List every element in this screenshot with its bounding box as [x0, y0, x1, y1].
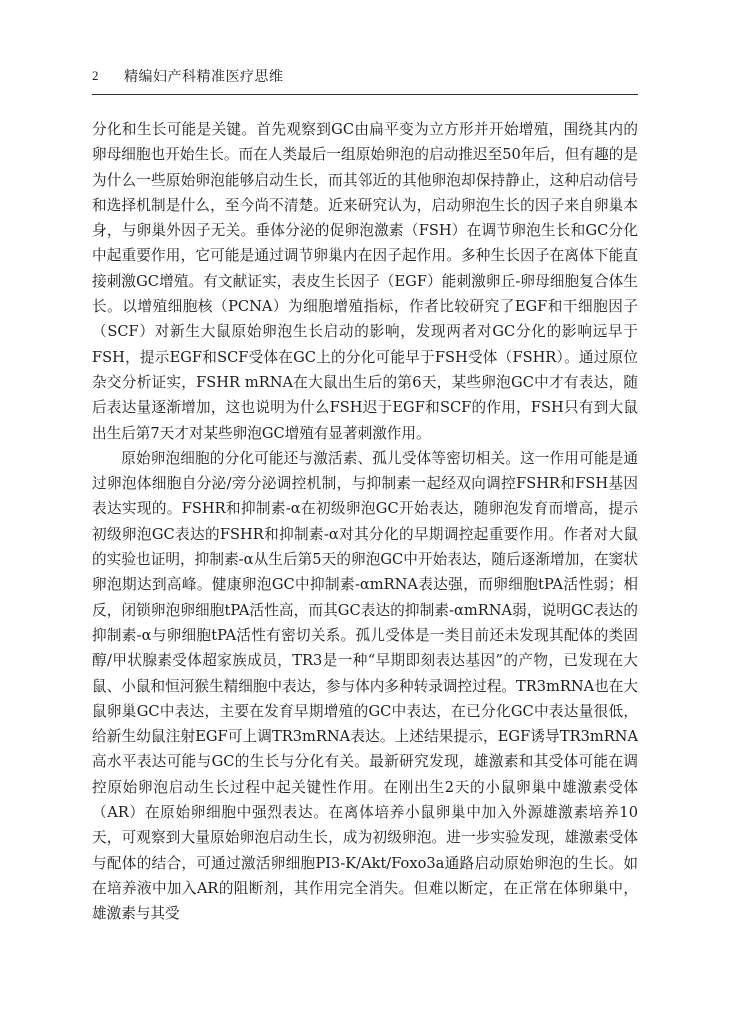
body-text	[92, 117, 638, 927]
header-rule	[92, 94, 638, 95]
page-number: 2	[92, 68, 99, 83]
paragraph-primordial-follicle: 原始卵泡细胞的分化可能还与激活素、孤儿受体等密切相关。这一作用可能是通过卵泡体细胞自分泌/旁分泌调控机制，与抑制素一起经双向调控FSHR和FSH基因表达实现的。FSHR和抑制素-α在初级卵泡GC开始表达，随卵泡发育而增高，提示初级卵泡GC表达的FSHR和抑制素-α对其分化的早期调控起重要作用。作者对大鼠的实验也证明，抑制素-α从生后第5天的卵泡GC中开始表达，随后逐渐增加，在窦状卵泡期达到高峰。健康卵泡GC中抑制素-αmRNA表达强，而卵细胞tPA活性弱；相反，闭锁卵泡卵细胞tPA活性高，而其GC表达的抑制素-αmRNA弱，说明GC表达的抑制素-α与卵细胞tPA活性有密切关系。孤儿受体是一类目前还未发现其配体的类固醇/甲状腺素受体超家族成员，TR3是一种“早期即刻表达基因”的产物，已发现在大鼠、小鼠和恒河猴生精细胞中表达，参与体内多种转录调控过程。TR3mRNA也在大鼠卵巢GC中表达，主要在发育早期增殖的GC中表达，在已分化GC中表达量很低，给新生幼鼠注射EGF可上调TR3mRNA表达。上述结果提示，EGF诱导TR3mRNA高水平表达可能与GC的生长与分化有关。最新研究发现，雄激素和其受体可能在调控原始卵泡启动生长过程中起关键性作用。在刚出生2天的小鼠卵巢中雄激素受体（AR）在原始卵细胞中强烈表达。在离体培养小鼠卵巢中加入外源雄激素培养10天，可观察到大量原始卵泡启动生长，成为初级卵泡。进一步实验发现，雄激素受体与配体的结合，可通过激活卵细胞PI3-K/Akt/Foxo3a通路启动原始卵泡的生长。如在培养液中加入AR的阻断剂，其作用完全消失。但难以断定，在正常在体卵巢中，雄激素与其受	[92, 449, 638, 923]
running-head: 精编妇产科精准医疗思维	[124, 69, 284, 85]
page-header	[0, 0, 730, 100]
paragraph-continued: 分化和生长可能是关键。首先观察到GC由扁平变为立方形并开始增殖，围绕其内的卵母细胞也开始生长。而在人类最后一组原始卵泡的启动推迟至50年后，但有趣的是为什么一些原始卵泡能够启动生长，而其邻近的其他卵泡却保持静止，这种启动信号和选择机制是什么，至今尚不清楚。近来研究认为，启动卵泡生长的因子来自卵巢本身，与卵巢外因子无关。垂体分泌的促卵泡激素（FSH）在调节卵泡生长和GC分化中起重要作用，它可能是通过调节卵巢内在因子起作用。多种生长因子在离体下能直接刺激GC增殖。有文献证实，表皮生长因子（EGF）能刺激卵丘-卵母细胞复合体生长。以增殖细胞核（PCNA）为细胞增殖指标，作者比较研究了EGF和干细胞因子（SCF）对新生大鼠原始卵泡生长启动的影响，发现两者对GC分化的影响远早于FSH，提示EGF和SCF受体在GC上的分化可能早于FSH受体（FSHR）。通过原位杂交分析证实，FSHR mRNA在大鼠出生后的第6天，某些卵泡GC中才有表达，随后表达量逐渐增加，这也说明为什么FSH迟于EGF和SCF的作用，FSH只有到大鼠出生后第7天才对某些卵泡GC增殖有显著刺激作用。	[92, 121, 638, 442]
